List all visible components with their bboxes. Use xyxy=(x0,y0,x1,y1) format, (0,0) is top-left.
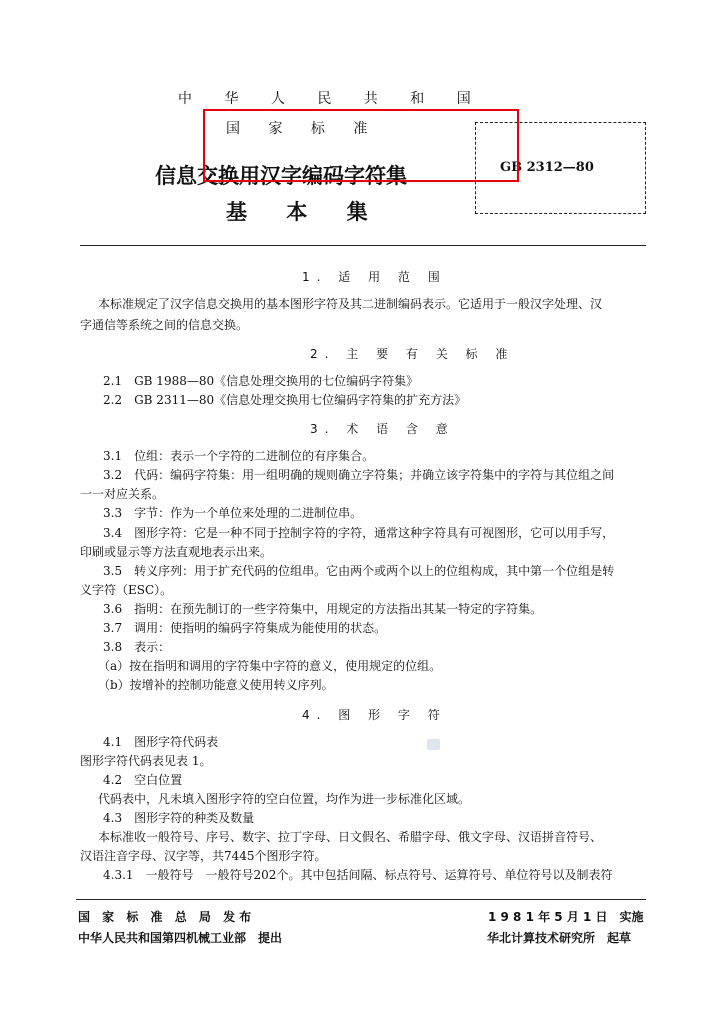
paragraph: 图形字符代码表见表 1。 xyxy=(80,754,212,768)
term-definition: 3.4 图形字符：它是一种不同于控制字符的字符，通常这种字符具有可视图形，它可以用手写， xyxy=(103,526,615,540)
term-definition: 3.6 指明：在预先制订的一些字符集中，用规定的方法指出其某一特定的字符集。 xyxy=(103,602,543,616)
watermark-icon xyxy=(427,739,440,750)
footer-date: 1 9 8 1 年 5 月 1 日 实施 xyxy=(488,910,644,924)
list-item: 2.2 GB 2311—80《信息处理交换用七位编码字符集的扩充方法》 xyxy=(103,393,467,407)
footer-issuer: 国 家 标 准 总 局 发布 xyxy=(78,910,256,924)
document-subtitle: 基 本 集 xyxy=(226,200,384,224)
term-definition: 印刷或显示等方法直观地表示出来。 xyxy=(80,545,273,559)
term-definition: 3.3 字节：作为一个单位来处理的二进制位串。 xyxy=(103,506,363,520)
paragraph: 代码表中，凡未填入图形字符的空白位置，均作为进一步标准化区域。 xyxy=(98,792,471,806)
footer-drafter: 华北计算技术研究所 起草 xyxy=(487,931,632,945)
term-definition: （b）按增补的控制功能意义使用转义序列。 xyxy=(98,678,334,692)
paragraph: 汉语注音字母、汉字等，共7445个图形字符。 xyxy=(80,849,327,863)
section-3-title: 3. 术 语 含 意 xyxy=(310,422,455,436)
header-divider xyxy=(80,245,646,246)
highlight-box xyxy=(203,109,519,182)
subsection-heading: 4.1 图形字符代码表 xyxy=(103,735,219,749)
term-definition: （a）按在指明和调用的字符集中字符的意义，使用规定的位组。 xyxy=(98,659,442,673)
list-item: 2.1 GB 1988—80《信息处理交换用的七位编码字符集》 xyxy=(103,374,419,388)
term-definition: 3.2 代码：编码字符集：用一组明确的规则确立字符集；并确立该字符集中的字符与其位组之间 xyxy=(103,468,615,482)
paragraph: 本标准收一般符号、序号、数字、拉丁字母、日文假名、希腊字母、俄文字母、汉语拼音符号、 xyxy=(98,830,603,844)
document-title: 信息交换用汉字编码字符集 xyxy=(155,164,407,188)
subsection-heading: 4.2 空白位置 xyxy=(103,773,183,787)
section-4-title: 4. 图 形 字 符 xyxy=(302,708,447,722)
section-1-title: 1. 适 用 范 围 xyxy=(302,270,447,284)
paragraph: 字通信等系统之间的信息交换。 xyxy=(80,318,249,332)
standard-code: GB 2312—80 xyxy=(500,160,594,175)
section-2-title: 2. 主 要 有 关 标 准 xyxy=(310,347,515,361)
term-definition: 3.5 转义序列：用于扩充代码的位组串。它由两个或两个以上的位组构成，其中第一个位组是转 xyxy=(103,564,615,578)
footer-proposer: 中华人民共和国第四机械工业部 提出 xyxy=(78,931,283,945)
term-definition: 一一对应关系。 xyxy=(80,487,165,501)
footer-divider xyxy=(76,899,646,900)
term-definition: 3.8 表示： xyxy=(103,640,171,654)
subsection-heading: 4.3.1 一般符号 一般符号202个。其中包括间隔、标点符号、运算符号、单位符号以及制表符 xyxy=(103,868,613,882)
subsection-heading: 4.3 图形字符的种类及数量 xyxy=(103,811,255,825)
paragraph: 本标准规定了汉字信息交换用的基本图形字符及其二进制编码表示。它适用于一般汉字处理、汉 xyxy=(98,297,603,311)
country-heading: 中 华 人 民 共 和 国 xyxy=(178,91,485,107)
term-definition: 3.7 调用：使指明的编码字符集成为能使用的状态。 xyxy=(103,621,387,635)
term-definition: 义字符（ESC）。 xyxy=(80,583,173,597)
term-definition: 3.1 位组：表示一个字符的二进制位的有序集合。 xyxy=(103,449,375,463)
standard-type: 国 家 标 准 xyxy=(226,121,380,137)
